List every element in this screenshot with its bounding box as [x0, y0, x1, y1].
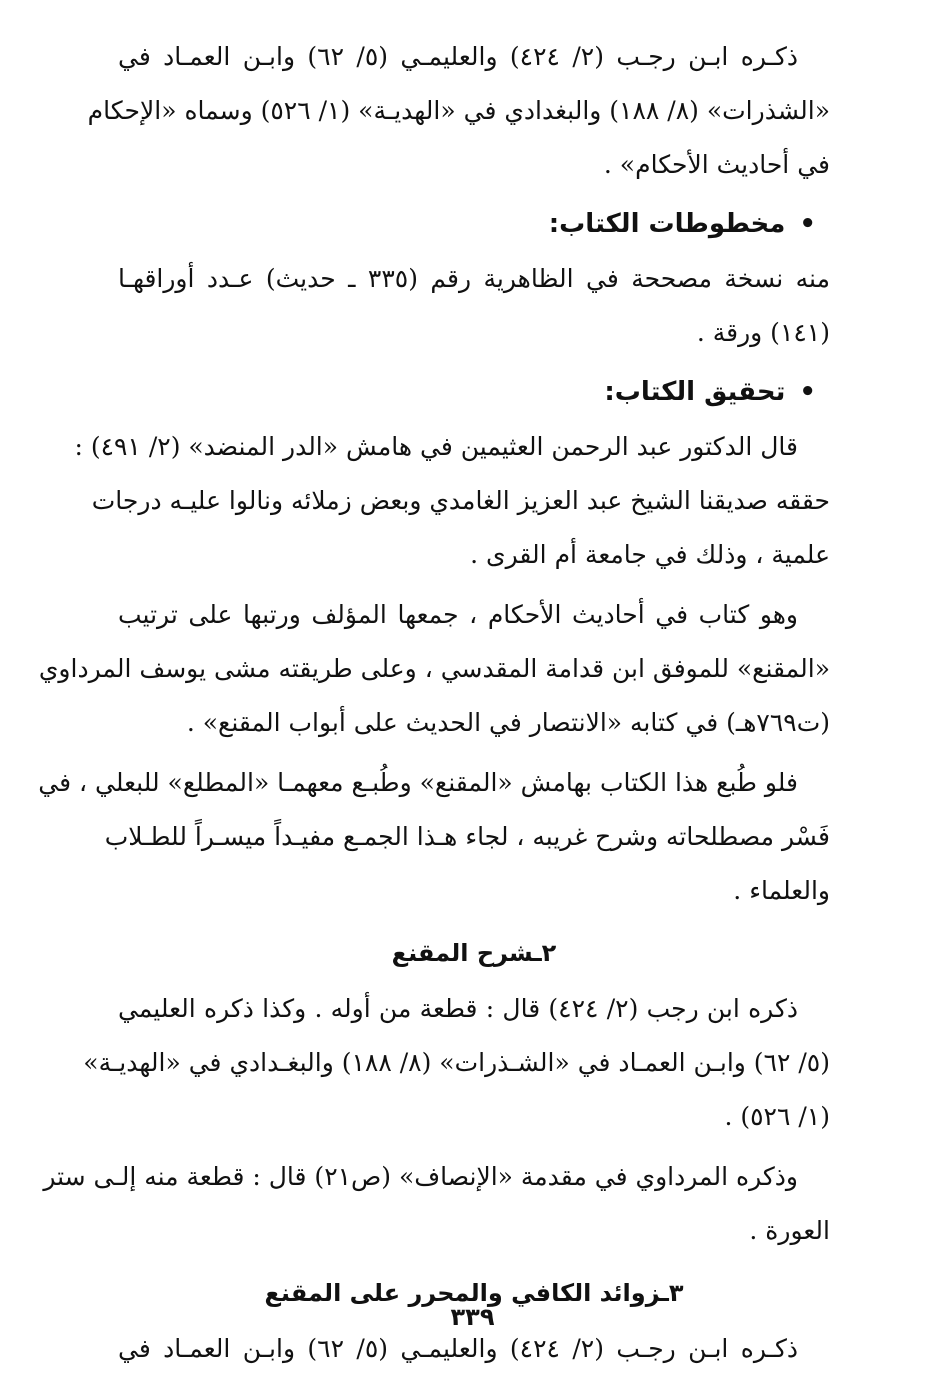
edition-line-3: علمية ، وذلك في جامعة أم القرى . — [470, 540, 830, 569]
manuscripts-paragraph — [118, 252, 830, 360]
page-body — [38, 30, 830, 1376]
edition-heading — [118, 364, 830, 420]
description-line-2: «المقنع» للموفق ابن قدامة المقدسي ، وعلى طريقته مشى يوسف المرداوي — [38, 654, 830, 683]
intro-line-2: «الشذرات» (٨/ ١٨٨) والبغدادي في «الهديـة» (١/ ٥٢٦) وسماه «الإحكام — [87, 96, 830, 125]
manuscripts-line-2: (١٤١) ورقة . — [696, 318, 830, 347]
manuscripts-heading-text: مخطوطات الكتاب: — [548, 209, 786, 239]
intro-line-1: ذكـره ابـن رجـب (٢/ ٤٢٤) والعليمـي (٥/ ٦٢) وابـن العمـاد في — [118, 42, 798, 71]
section-2-more-line-2: العورة . — [749, 1216, 830, 1245]
print-note-line-2: فَسْر مصطلحاته وشرح غريبه ، لجاء هـذا الجمـع مفيـداً ميسـراً للطـلاب — [104, 822, 830, 851]
section-2-more-line-1: وذكره المرداوي في مقدمة «الإنصاف» (ص٢١) قال : قطعة منه إلـى ستر — [43, 1162, 798, 1191]
section-2-paragraph — [83, 982, 830, 1144]
manuscripts-heading — [118, 196, 830, 252]
section-3-line-1: ذكـره ابـن رجـب (٢/ ٤٢٤) والعليمـي (٥/ ٦٢) وابـن العمـاد في — [118, 1334, 798, 1363]
bullet-icon: • — [799, 377, 816, 407]
print-note-line-1: فلو طُبع هذا الكتاب بهامش «المقنع» وطُبـع معهمـا «المطلع» للبعلي ، في — [38, 768, 798, 797]
edition-paragraph — [74, 420, 830, 582]
description-line-1: وهو كتاب في أحاديث الأحكام ، جمعها المؤلف ورتبها على ترتيب — [118, 600, 798, 629]
intro-paragraph — [87, 30, 830, 192]
page-number: ٣٣٩ — [450, 1303, 495, 1331]
manuscripts-line-1: منه نسخة مصححة في الظاهرية رقم (٣٣٥ ـ حديث) عـدد أوراقهـا — [118, 264, 830, 293]
bullet-icon: • — [799, 209, 816, 239]
edition-line-2: حققه صديقنا الشيخ عبد العزيز الغامدي وبعض زملائه ونالوا عليـه درجات — [91, 486, 830, 515]
section-2-line-2: (٥/ ٦٢) وابـن العمـاد في «الشـذرات» (٨/ ١٨٨) والبغـدادي في «الهديـة» — [83, 1048, 830, 1077]
edition-heading-text: تحقيق الكتاب: — [604, 377, 786, 407]
section-2-more-paragraph — [43, 1150, 830, 1258]
section-2-line-1: ذكره ابن رجب (٢/ ٤٢٤) قال : قطعة من أوله . وكذا ذكره العليمي — [118, 994, 799, 1023]
print-note-paragraph — [38, 756, 830, 918]
description-line-3: (ت٧٦٩هـ) في كتابه «الانتصار في الحديث على أبواب المقنع» . — [186, 708, 830, 737]
section-2-line-3: (١/ ٥٢٦) . — [724, 1102, 830, 1131]
print-note-line-3: والعلماء . — [733, 876, 830, 905]
edition-line-1: قال الدكتور عبد الرحمن العثيمين في هامش «الدر المنضد» (٢/ ٤٩١) : — [74, 432, 798, 461]
section-3-heading: ٣ـزوائد الكافي والمحرر على المقنع — [264, 1279, 684, 1307]
description-paragraph — [38, 588, 830, 750]
section-2-heading: ٢ـشرح المقنع — [391, 939, 557, 967]
intro-line-3: في أحاديث الأحكام» . — [603, 150, 830, 179]
